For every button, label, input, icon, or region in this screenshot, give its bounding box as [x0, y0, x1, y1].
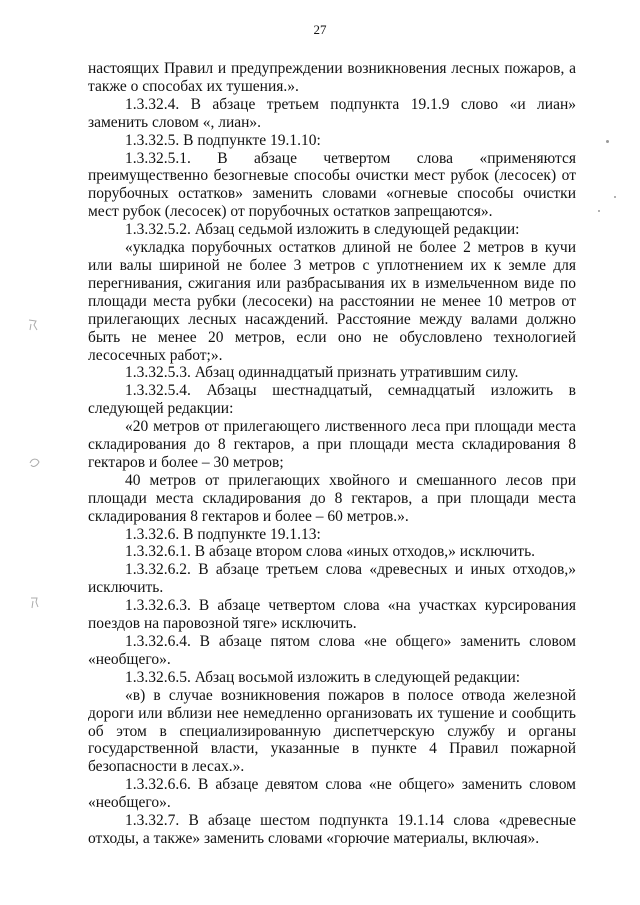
scan-artifact-mark: [26, 318, 40, 332]
paragraph: 1.3.32.5.2. Абзац седьмой изложить в следующей редакции:: [125, 221, 520, 239]
paragraph: 1.3.32.6.4. В абзаце пятом слова «не общего» заменить словом «необщего».: [88, 633, 576, 668]
paragraph: 1.3.32.5.4. Абзацы шестнадцатый, семнадцатый изложить в следующей редакции:: [88, 382, 576, 418]
paragraph: 1.3.32.6. В подпункте 19.1.13:: [125, 525, 321, 543]
scan-artifact-speck: [614, 196, 616, 198]
paragraph: «в) в случае возникновения пожаров в полосе отвода железной дороги или вблизи нее немедленно организовать их тушение и сообщить об этом в специализированную диспетчерскую службу и органы государственной власти, указанные в пункте 4 Правил пожарной безопасности в лесах.».: [88, 686, 576, 776]
paragraph: 1.3.32.7. В абзаце шестом подпункта 19.1.14 слова «древесные отходы, а также» заменить словами «горючие материалы, включая».: [88, 812, 576, 847]
document-body: [88, 60, 576, 848]
paragraph: 40 метров от прилегающих хвойного и смешанного лесов при площади места складирования до 8 гектаров, а при площади места складирования 8 гектаров и более – 60 метров.».: [88, 471, 576, 525]
paragraph: «укладка порубочных остатков длиной не более 2 метров в кучи или валы шириной не более 3 метров с уплотнением их к земле для перегнивания, сжигания или разбрасывания их в измельченном виде по площади места рубки (лесосеки) на расстоянии не менее 10 метров от прилегающих лесных насаждений. Расстояние между валами должно быть не менее 20 метров, если оно не обусловлено технологией лесосечных работ;».: [88, 239, 576, 364]
paragraph: 1.3.32.6.2. В абзаце третьем слова «древесных и иных отходов,» исключить.: [88, 561, 576, 597]
scan-artifact-mark: [28, 456, 42, 470]
paragraph: 1.3.32.5.3. Абзац одиннадцатый признать утратившим силу.: [125, 364, 519, 382]
scan-artifact-speck: [606, 140, 609, 143]
paragraph: 1.3.32.5.1. В абзаце четвертом слова «применяются преимущественно безогневые способы очистки мест рубок (лесосек) от порубочных остатков» заменить словами «огневые способы очистки мест рубок (лесосек) от порубочных остатков запрещаются».: [88, 149, 576, 221]
paragraph: 1.3.32.6.5. Абзац восьмой изложить в следующей редакции:: [125, 668, 521, 686]
paragraph: 1.3.32.4. В абзаце третьем подпункта 19.1.9 слово «и лиан» заменить словом «, лиан».: [88, 95, 576, 131]
paragraph: 1.3.32.6.1. В абзаце втором слова «иных отходов,» исключить.: [125, 543, 536, 561]
page-number: 27: [313, 22, 327, 37]
paragraph: «20 метров от прилегающего лиственного леса при площади места складирования до 8 гектаров, а при площади места складирования 8 гектаров и более – 30 метров;: [88, 418, 576, 471]
scan-artifact-mark: [27, 596, 41, 610]
paragraph: 1.3.32.6.3. В абзаце четвертом слова «на участках курсирования поездов на паровозной тяге» исключить.: [88, 597, 576, 633]
paragraph: 1.3.32.6.6. В абзаце девятом слова «не общего» заменить словом «необщего».: [88, 776, 576, 812]
paragraph: настоящих Правил и предупреждении возникновения лесных пожаров, а также о способах их тушения.».: [88, 60, 576, 95]
paragraph: 1.3.32.5. В подпункте 19.1.10:: [125, 131, 321, 149]
scan-artifact-speck: [598, 210, 600, 212]
